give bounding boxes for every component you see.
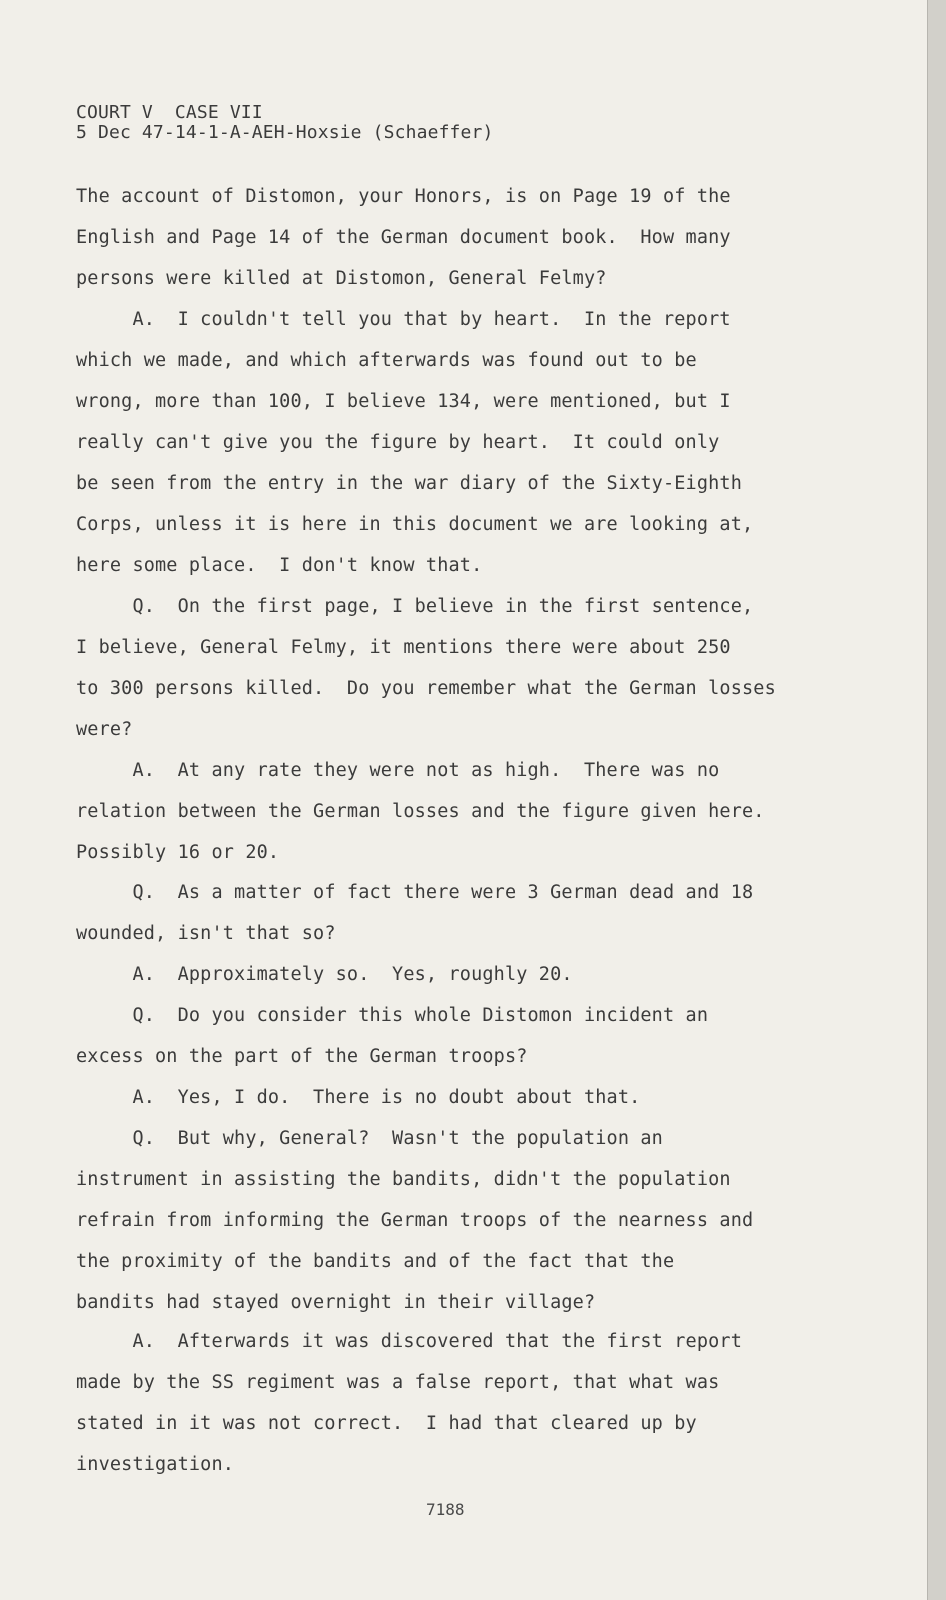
page-number: 7188 xyxy=(426,1500,465,1519)
transcript-line: A. Afterwards it was discovered that the first report xyxy=(76,1331,742,1352)
transcript-line: here some place. I don't know that. xyxy=(76,555,483,576)
session-reference: 5 Dec 47-14-1-A-AEH-Hoxsie (Schaeffer) xyxy=(76,122,494,143)
transcript-line: persons were killed at Distomon, General Felmy? xyxy=(76,268,607,289)
transcript-line: to 300 persons killed. Do you remember what the German losses xyxy=(76,678,776,699)
transcript-line: really can't give you the figure by heart. It could only xyxy=(76,432,720,453)
transcript-line: A. I couldn't tell you that by heart. In the report xyxy=(76,309,731,330)
transcript-line: A. Yes, I do. There is no doubt about that. xyxy=(76,1087,641,1108)
transcript-line: A. Approximately so. Yes, roughly 20. xyxy=(76,964,573,985)
transcript-line: wounded, isn't that so? xyxy=(76,923,336,944)
transcript-line: wrong, more than 100, I believe 134, were mentioned, but I xyxy=(76,391,731,412)
transcript-line: which we made, and which afterwards was found out to be xyxy=(76,350,697,371)
transcript-line: be seen from the entry in the war diary of the Sixty-Eighth xyxy=(76,473,742,494)
transcript-line: the proximity of the bandits and of the fact that the xyxy=(76,1251,675,1272)
transcript-line: Q. As a matter of fact there were 3 German dead and 18 xyxy=(76,882,754,903)
transcript-line: Q. But why, General? Wasn't the population an xyxy=(76,1128,663,1149)
transcript-line: English and Page 14 of the German document book. How many xyxy=(76,227,731,248)
transcript-line: were? xyxy=(76,719,133,740)
transcript-line: Possibly 16 or 20. xyxy=(76,842,280,863)
transcript-line: I believe, General Felmy, it mentions there were about 250 xyxy=(76,637,731,658)
transcript-line: Corps, unless it is here in this document we are looking at, xyxy=(76,514,754,535)
transcript-line: relation between the German losses and the figure given here. xyxy=(76,801,765,822)
transcript-line: investigation. xyxy=(76,1454,235,1475)
court-case-header: COURT V CASE VII xyxy=(76,102,263,123)
transcript-line: bandits had stayed overnight in their village? xyxy=(76,1292,596,1313)
transcript-line: made by the SS regiment was a false report, that what was xyxy=(76,1372,720,1393)
page-edge xyxy=(927,0,946,1600)
transcript-line: refrain from informing the German troops of the nearness and xyxy=(76,1210,754,1231)
transcript-line: The account of Distomon, your Honors, is on Page 19 of the xyxy=(76,186,731,207)
transcript-line: Q. On the first page, I believe in the first sentence, xyxy=(76,596,754,617)
transcript-line: Q. Do you consider this whole Distomon incident an xyxy=(76,1005,709,1026)
transcript-line: instrument in assisting the bandits, didn't the population xyxy=(76,1169,731,1190)
transcript-line: A. At any rate they were not as high. There was no xyxy=(76,760,720,781)
transcript-line: stated in it was not correct. I had that cleared up by xyxy=(76,1413,697,1434)
transcript-line: excess on the part of the German troops? xyxy=(76,1046,528,1067)
